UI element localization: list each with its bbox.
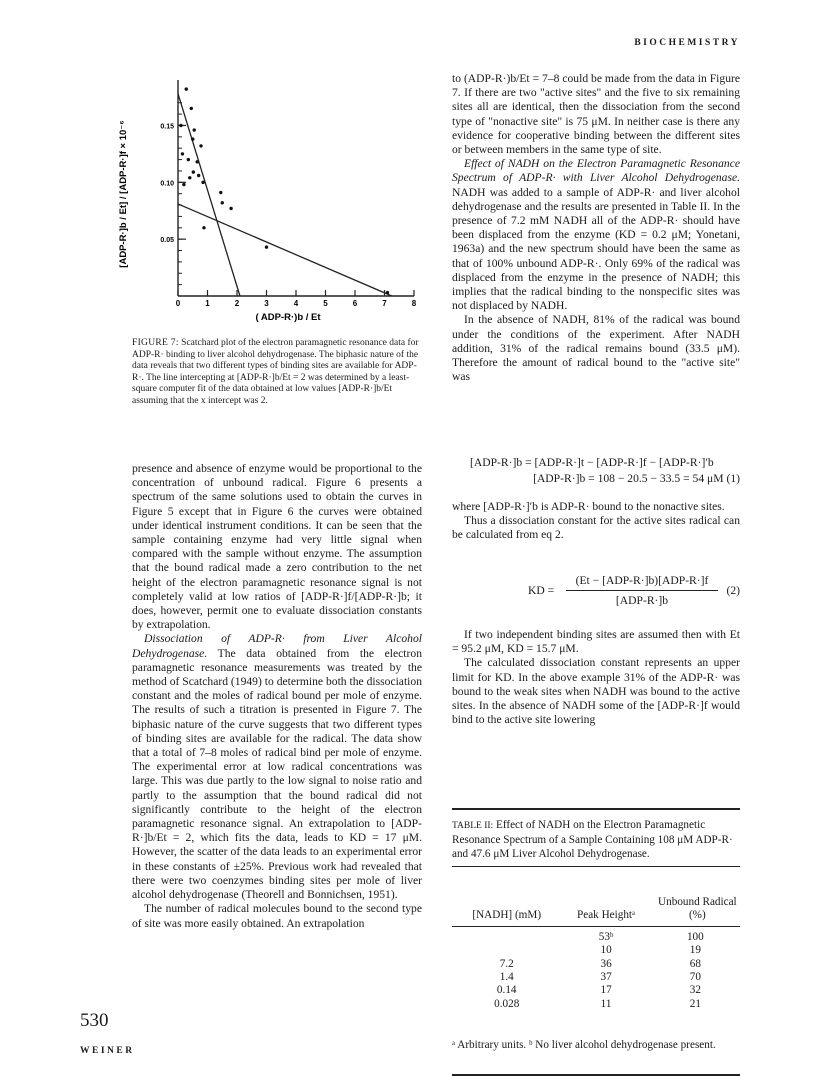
- table-caption-label: TABLE II:: [452, 821, 494, 831]
- table-header-nadh: [NADH] (mM): [452, 896, 561, 926]
- data-point: [197, 174, 200, 177]
- cell-nadh: 0.14: [496, 984, 517, 997]
- left-paragraph-3: The number of radical molecules bound to the second type of site was more easily obtained. An extrapolation: [132, 902, 422, 930]
- x-tick-label: 3: [264, 299, 269, 308]
- cell-peak-height: 53ᵇ: [598, 930, 614, 943]
- data-point: [181, 152, 184, 155]
- table-row: [452, 998, 740, 1011]
- cell-unbound: 21: [689, 997, 701, 1010]
- data-point: [219, 191, 222, 194]
- x-tick-label: 8: [411, 299, 417, 308]
- table-header-peak-height: Peak Heightᵃ: [561, 896, 650, 926]
- table-header-unbound: Unbound Radical (%): [651, 896, 740, 926]
- x-tick-label: 2: [234, 299, 240, 308]
- equation-1-line-2: [ADP-R·]b = 108 − 20.5 − 33.5 = 54 μM (1): [533, 472, 740, 485]
- section-heading-nadh: Effect of NADH on the Electron Paramagnetic Resonance Spectrum of ADP-R· with Liver Alcohol Dehydrogenase.: [452, 157, 740, 185]
- equation-2-fraction-bar: [566, 590, 718, 591]
- table-caption: [452, 818, 740, 861]
- x-tick-label: 5: [323, 299, 328, 308]
- page-number: 530: [80, 1010, 109, 1031]
- table-row: [452, 984, 740, 997]
- x-tick-label: 0: [175, 299, 181, 308]
- scatchard-plot: [96, 70, 426, 330]
- y-tick-label: 0.10: [160, 180, 174, 188]
- right-paragraph-7: The calculated dissociation constant represents an upper limit for KD. In the above example 31% of the ADP-R· was bound to the weak sites when NADH was bound to the active sites. In the absence of NADH some of the [ADP-R·]f would bind to the active site lowering: [452, 656, 740, 727]
- data-point: [201, 181, 204, 184]
- right-paragraph-1: to (ADP-R·)b/Et = 7–8 could be made from the data in Figure 7. If there are two "active sites" and the five to six remaining sites all are identical, then the dissociation from the second type of "nonactive site" is 75 μM. In neither case is there any evidence for cooperative binding between the different sites or between members in the same type of site.: [452, 72, 740, 157]
- nadh-table: [452, 896, 740, 1011]
- table-row: [452, 971, 740, 984]
- cell-nadh: 1.4: [499, 971, 514, 984]
- section-heading-dissociation: Dissociation of ADP-R· from Liver Alcohol Dehydrogenase.: [132, 632, 422, 660]
- cell-nadh: 0.028: [494, 997, 520, 1010]
- equation-2-lhs: KD =: [528, 584, 555, 597]
- right-paragraph-2: [452, 157, 740, 313]
- data-point: [221, 201, 224, 204]
- equation-1-line-1: [ADP-R·]b = [ADP-R·]t − [ADP-R·]f − [ADP-R·]′b: [470, 456, 714, 469]
- data-point: [193, 128, 196, 131]
- left-paragraph-1: presence and absence of enzyme would be proportional to the concentration of unbound radical. Figure 6 presents a spectrum of the same solutions used to obtain the curves in Figure 5 except that in Figure 6 the curves were obtained under identical instrument conditions. It can be seen that the sample containing enzyme had very little signal when compared with the sample without enzyme. The assumption that the bound radical made a zero contribution to the net height of the electron paramagnetic resonance signal is not completely valid at low ratios of [ADP-R·]f/[ADP-R·]b; it does, however, permit one to evaluate dissociation constants by extrapolation.: [132, 462, 422, 632]
- right-paragraph-6: If two independent binding sites are assumed then with Et = 95.2 μM, KD = 15.7 μM.: [452, 628, 740, 656]
- right-paragraph-2-text: NADH was added to a sample of ADP-R· and liver alcohol dehydrogenase and the results are presented in Table II. In the presence of 7.2 mM NADH all of the ADP-R· should have been displaced from the enzyme (KD = 0.2 μM; Yonetani, 1963a) and the new spectrum should have been the same as that of 100% unbound ADP-R·. Only 69% of the radical was displaced from the enzyme in the presence of NADH; this implies that the radical binding to the nonspecific sites was not displaced by NADH.: [452, 185, 740, 313]
- author-footer: WEINER: [80, 1046, 135, 1056]
- data-point: [188, 176, 191, 179]
- equation-2-denominator: [ADP-R·]b: [615, 594, 669, 607]
- y-tick-label: 0.15: [160, 123, 174, 131]
- journal-header: BIOCHEMISTRY: [634, 38, 740, 48]
- data-point: [202, 226, 205, 229]
- right-paragraph-5: Thus a dissociation constant for the active sites radical can be calculated from eq 2.: [452, 514, 740, 542]
- table-header-top-rule: [452, 866, 740, 867]
- cell-unbound: 19: [689, 944, 701, 957]
- cell-unbound: 100: [686, 930, 704, 943]
- table-row: [452, 958, 740, 971]
- right-paragraph-3: In the absence of NADH, 81% of the radical was bound under the conditions of the experiment. After NADH addition, 31% of the radical remains bound (33.5 μM). Therefore the amount of radical bound to the "active site" was: [452, 313, 740, 384]
- equation-2-number: (2): [726, 584, 740, 597]
- data-point: [187, 158, 190, 161]
- right-column-mid: [452, 500, 740, 543]
- left-column: [132, 462, 422, 931]
- right-column-bottom: [452, 628, 740, 727]
- table-row: [452, 926, 740, 944]
- cell-peak-height: 36: [600, 957, 612, 970]
- left-paragraph-2-text: The data obtained from the electron paramagnetic resonance measurements was treated by the method of Scatchard (1949) to determine both the dissociation constant and the moles of radical bound per mole of enzyme. The results of such a titration is presented in Figure 7. The biphasic nature of the curve suggests that two different types of binding sites are available for the radical. The data show that a total of 7–8 moles of radical bind per mole of enzyme. The experimental error at low radical concentrations was large. This was due partly to the low signal to noise ratio and partly to the assumption that the bound radical did not significantly contribute to the height of the electron paramagnetic resonance signal. An extrapolation to [ADP-R·]b/Et = 2, which fits the data, leads to KD = 17 μM. However, the scatter of the data leads to an experimental error in these constants of ±25%. Previous work had revealed that there were two coenzymes binding sites per mole of liver alcohol dehydrogenase (Theorell and Bonnichsen, 1951).: [132, 646, 422, 902]
- data-point: [182, 183, 185, 186]
- cell-peak-height: 37: [600, 971, 612, 984]
- data-point: [190, 107, 193, 110]
- data-point: [386, 291, 389, 294]
- right-column-top: [452, 72, 740, 384]
- x-axis-label: ( ADP-R·)b / Et: [255, 312, 321, 323]
- x-tick-label: 7: [382, 299, 387, 308]
- x-tick-label: 1: [205, 299, 210, 308]
- right-paragraph-4: where [ADP-R·]′b is ADP-R· bound to the nonactive sites.: [452, 500, 725, 513]
- fit-line: [178, 204, 392, 296]
- data-point: [191, 137, 194, 140]
- cell-nadh: [452, 926, 561, 944]
- cell-nadh: [452, 944, 561, 957]
- table-footnote: ᵃ Arbitrary units. ᵇ No liver alcohol dehydrogenase present.: [452, 1039, 716, 1051]
- figure-caption-label: FIGURE 7:: [132, 338, 179, 348]
- data-point: [195, 160, 198, 163]
- table-top-rule: [452, 808, 740, 810]
- x-tick-label: 6: [352, 299, 358, 308]
- data-point: [185, 87, 188, 90]
- cell-nadh: 7.2: [499, 957, 514, 970]
- data-point: [199, 144, 202, 147]
- cell-unbound: 32: [689, 984, 701, 997]
- equation-2-numerator: (Et − [ADP-R·]b)[ADP-R·]f: [575, 574, 709, 587]
- figure-caption: [132, 338, 422, 408]
- y-axis-label: [ADP-R·]b / Et] / [ADP-R·]f × 10⁻⁶: [118, 120, 129, 268]
- data-point: [265, 245, 268, 248]
- table-caption-text: Effect of NADH on the Electron Paramagnetic Resonance Spectrum of a Sample Containing 108 μM ADP-R· and 47.6 μM Liver Alcohol Dehydrogenase.: [452, 819, 733, 860]
- cell-unbound: 68: [689, 957, 701, 970]
- figure-caption-text: Scatchard plot of the electron paramagnetic resonance data for ADP-R· binding to liver alcohol dehydrogenase. The biphasic nature of the data reveals that two different types of binding sites are available for ADP-R·. The line intercepting at [ADP-R·]b/Et = 2 was determined by a least-square computer fit of the data obtained at low values [ADP-R·]b/Et assuming that the x intercept was 2.: [132, 338, 419, 406]
- cell-peak-height: 17: [600, 984, 612, 997]
- cell-peak-height: 11: [600, 997, 612, 1010]
- cell-unbound: 70: [689, 971, 701, 984]
- table-row: [452, 944, 740, 957]
- data-point: [192, 170, 195, 173]
- left-paragraph-2: [132, 632, 422, 902]
- x-tick-label: 4: [293, 299, 299, 308]
- fit-line: [178, 94, 240, 296]
- cell-peak-height: 10: [600, 944, 612, 957]
- y-tick-label: 0.05: [160, 237, 174, 245]
- data-point: [179, 124, 182, 127]
- data-point: [229, 207, 232, 210]
